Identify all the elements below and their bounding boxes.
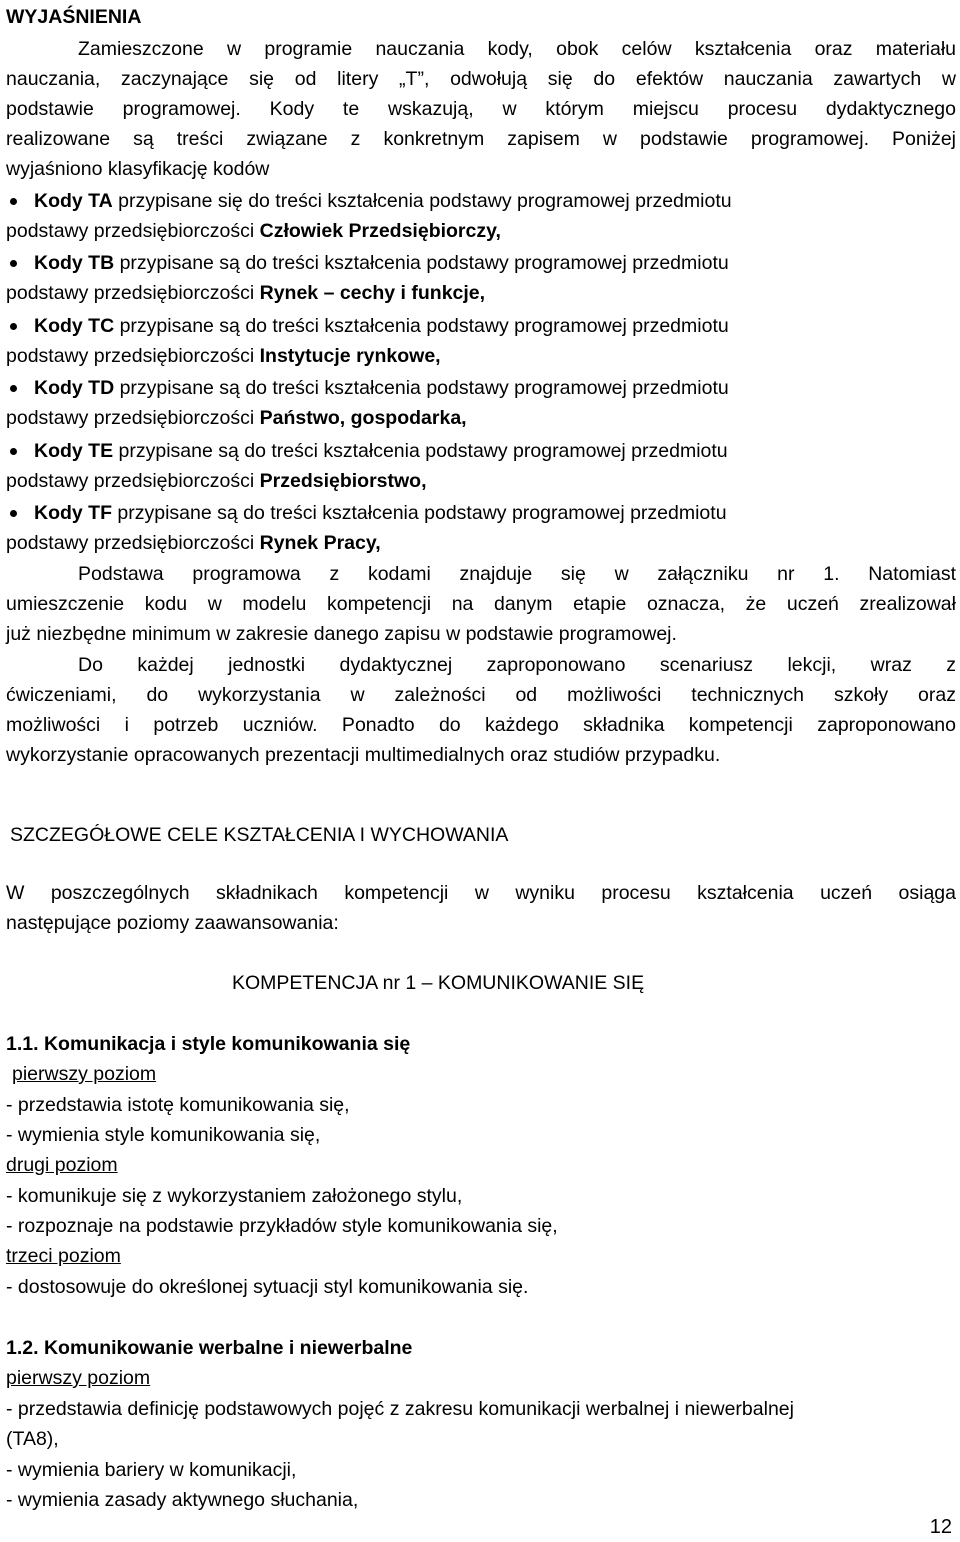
list-item: (TA8), <box>6 1428 59 1450</box>
list-item: - wymienia style komunikowania się, <box>6 1124 321 1146</box>
code-subject: Rynek Pracy, <box>259 532 381 554</box>
paragraph-line: Zamieszczone w programie nauczania kody, obok celów kształcenia oraz materiału <box>78 38 956 60</box>
paragraph-line: Do każdej jednostki dydaktycznej zaproponowano scenariusz lekcji, wraz z <box>78 654 956 676</box>
code-prefix: podstawy przedsiębiorczości <box>6 282 260 304</box>
list-item: - rozpoznaje na podstawie przykładów style komunikowania się, <box>6 1215 558 1237</box>
code-prefix: podstawy przedsiębiorczości <box>6 470 260 492</box>
code-subject: Instytucje rynkowe, <box>259 345 441 367</box>
paragraph-line: Podstawa programowa z kodami znajduje się w załączniku nr 1. Natomiast <box>78 563 956 585</box>
code-label: Kody TE <box>34 440 114 462</box>
paragraph-line: umieszczenie kodu w modelu kompetencji na danym etapie oznacza, że uczeń zrealizował <box>6 593 956 615</box>
paragraph-line: podstawie programowej. Kody te wskazują, w którym miejscu procesu dydaktycznego <box>6 98 956 120</box>
code-subject-line <box>6 466 427 496</box>
code-subject-line <box>6 216 501 246</box>
paragraph-line: realizowane są treści związane z konkretnym zapisem w podstawie programowej. Poniżej <box>6 128 956 150</box>
list-item: - wymienia bariery w komunikacji, <box>6 1459 297 1481</box>
code-item-line <box>34 311 729 341</box>
bullet-icon <box>10 198 17 205</box>
subsection-title <box>6 1333 412 1363</box>
code-description: przypisane są do treści kształcenia podstawy programowej przedmiotu <box>114 315 729 337</box>
subsection-number: 1.2. <box>6 1337 39 1359</box>
code-item-line <box>34 248 729 278</box>
code-label: Kody TF <box>34 502 112 524</box>
code-description: przypisane są do treści kształcenia podstawy programowej przedmiotu <box>114 252 729 274</box>
bullet-icon <box>10 510 17 517</box>
section-heading-wyjasnienia: WYJAŚNIENIA <box>6 6 142 28</box>
competence-heading: KOMPETENCJA nr 1 – KOMUNIKOWANIE SIĘ <box>232 972 645 994</box>
code-label: Kody TC <box>34 315 115 337</box>
code-item-line <box>34 373 729 403</box>
list-item: - przedstawia definicję podstawowych pojęć z zakresu komunikacji werbalnej i niewerbalnej <box>6 1398 794 1420</box>
bullet-icon <box>10 448 17 455</box>
list-item: - dostosowuje do określonej sytuacji styl komunikowania się. <box>6 1276 529 1298</box>
paragraph-line: możliwości i potrzeb uczniów. Ponadto do każdego składnika kompetencji zaproponowano <box>6 714 956 736</box>
code-subject: Przedsiębiorstwo, <box>259 470 427 492</box>
subsection-title <box>6 1029 410 1059</box>
code-prefix: podstawy przedsiębiorczości <box>6 345 260 367</box>
level-label: pierwszy poziom <box>12 1063 157 1085</box>
code-label: Kody TD <box>34 377 115 399</box>
paragraph-line: W poszczególnych składnikach kompetencji w wyniku procesu kształcenia uczeń osiąga <box>6 882 956 904</box>
paragraph-line: wykorzystanie opracowanych prezentacji multimedialnych oraz studiów przypadku. <box>6 744 721 766</box>
code-label: Kody TB <box>34 252 115 274</box>
list-item: - wymienia zasady aktywnego słuchania, <box>6 1489 359 1511</box>
subsection-number: 1.1. <box>6 1033 39 1055</box>
level-label: trzeci poziom <box>6 1245 121 1267</box>
list-item: - komunikuje się z wykorzystaniem założonego stylu, <box>6 1185 463 1207</box>
code-description: przypisane się do treści kształcenia podstawy programowej przedmiotu <box>112 190 732 212</box>
code-item-line <box>34 186 732 216</box>
bullet-icon <box>10 260 17 267</box>
paragraph-line: nauczania, zaczynające się od litery „T”, odwołują się do efektów nauczania zawartych w <box>6 68 956 90</box>
code-item-line <box>34 436 728 466</box>
code-prefix: podstawy przedsiębiorczości <box>6 220 260 242</box>
paragraph-line: wyjaśniono klasyfikację kodów <box>6 158 270 180</box>
page-number: 12 <box>929 1516 952 1538</box>
code-subject-line <box>6 403 467 433</box>
code-label: Kody TA <box>34 190 113 212</box>
code-item-line <box>34 498 727 528</box>
code-prefix: podstawy przedsiębiorczości <box>6 532 260 554</box>
code-description: przypisane są do treści kształcenia podstawy programowej przedmiotu <box>112 502 727 524</box>
level-label: drugi poziom <box>6 1154 118 1176</box>
bullet-icon <box>10 323 17 330</box>
code-description: przypisane są do treści kształcenia podstawy programowej przedmiotu <box>113 440 728 462</box>
code-subject-line <box>6 278 485 308</box>
list-item: - przedstawia istotę komunikowania się, <box>6 1094 350 1116</box>
paragraph-line: następujące poziomy zaawansowania: <box>6 912 339 934</box>
code-subject-line <box>6 528 381 558</box>
subsection-name: Komunikacja i style komunikowania się <box>38 1033 411 1055</box>
section-heading-cele: SZCZEGÓŁOWE CELE KSZTAŁCENIA I WYCHOWANIA <box>10 824 509 846</box>
code-subject-line <box>6 341 441 371</box>
subsection-name: Komunikowanie werbalne i niewerbalne <box>38 1337 413 1359</box>
paragraph-line: ćwiczeniami, do wykorzystania w zależności od możliwości technicznych szkoły oraz <box>6 684 956 706</box>
code-subject: Człowiek Przedsiębiorczy, <box>259 220 501 242</box>
paragraph-line: już niezbędne minimum w zakresie danego zapisu w podstawie programowej. <box>6 623 677 645</box>
level-label: pierwszy poziom <box>6 1367 151 1389</box>
code-description: przypisane są do treści kształcenia podstawy programowej przedmiotu <box>114 377 729 399</box>
code-subject: Rynek – cechy i funkcje, <box>259 282 486 304</box>
bullet-icon <box>10 385 17 392</box>
code-subject: Państwo, gospodarka, <box>259 407 467 429</box>
code-prefix: podstawy przedsiębiorczości <box>6 407 260 429</box>
